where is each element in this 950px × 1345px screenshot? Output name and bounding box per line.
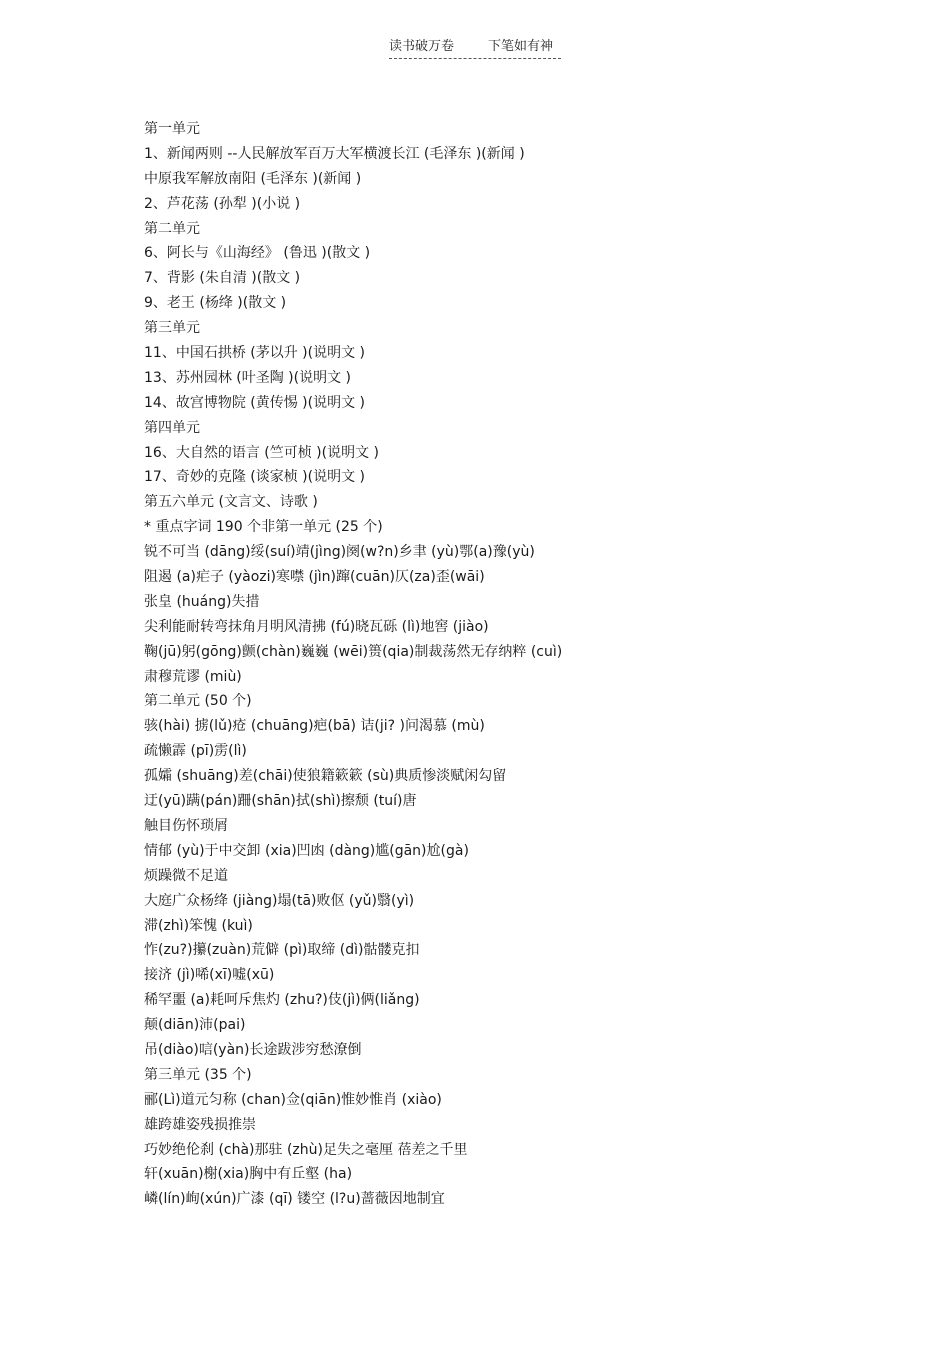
page-header: [389, 38, 561, 59]
unit-heading: 第五六单元 (文言文、诗歌 ): [144, 494, 318, 511]
vocab-line: 尖利能耐转弯抹角月明风清拂 (fú)晓瓦砾 (lì)地窖 (jiào): [144, 618, 489, 635]
text-line: 2、芦花荡 (孙犁 )(小说 ): [144, 195, 301, 212]
vocab-line: 疏懒霹 (pī)雳(lì): [144, 743, 247, 760]
vocab-line: 鞠(jū)躬(gōng)颤(chàn)巍巍 (wēi)篑(qia)制裁荡然无存纳粹 (cuì): [144, 643, 563, 660]
header-right-text: 下笔如有神: [488, 39, 554, 54]
vocab-line: 肃穆荒谬 (miù): [144, 668, 242, 685]
vocab-line: 骇(hài) 掳(lǔ)疮 (chuāng)疤(bā) 诘(ji? )问渴慕 (mù): [144, 718, 485, 735]
vocab-line: 滞(zhì)笨愧 (kuì): [144, 917, 253, 934]
vocab-line: 颠(diān)沛(pai): [144, 1017, 246, 1034]
vocab-line: 巧妙绝伦刹 (chà)那驻 (zhù)足失之毫厘 蓓差之千里: [144, 1141, 468, 1158]
vocab-line: 张皇 (huáng)失措: [144, 593, 260, 610]
text-line: 中原我军解放南阳 (毛泽东 )(新闻 ): [144, 170, 362, 187]
vocab-line: 锐不可当 (dāng)绥(suí)靖(jìng)阕(w?n)乡聿 (yù)鄂(a)豫(yù): [144, 544, 535, 561]
unit-heading: 第三单元 (35 个): [144, 1066, 252, 1083]
unit-heading: 第一单元: [144, 121, 200, 137]
header-left-text: 读书破万卷: [389, 39, 455, 54]
vocab-line: 触目伤怀琐屑: [144, 817, 228, 834]
vocab-line: 稀罕噩 (a)耗呵斥焦灼 (zhu?)伎(jì)俩(liǎng): [144, 992, 420, 1009]
vocab-line: 阻遏 (a)疟子 (yàozi)寒噤 (jìn)蹿(cuān)仄(za)歪(wāi): [144, 569, 485, 586]
text-line: 13、苏州园林 (叶圣陶 )(说明文 ): [144, 369, 352, 386]
vocab-line: 接济 (jì)唏(xī)嘘(xū): [144, 967, 275, 984]
vocab-line: 嶙(lín)峋(xún)广漆 (qī) 镂空 (l?u)蔷薇因地制宜: [144, 1191, 445, 1208]
vocab-line: 怍(zu?)攥(zuàn)荒僻 (pì)取缔 (dì)骷髅克扣: [144, 942, 420, 959]
text-line: 6、阿长与《山海经》 (鲁迅 )(散文 ): [144, 245, 371, 262]
unit-heading: 第二单元 (50 个): [144, 693, 252, 710]
vocab-line: 雄跨雄姿残损推崇: [144, 1116, 256, 1133]
text-line: 9、老王 (杨绛 )(散文 ): [144, 295, 287, 312]
text-line: 11、中国石拱桥 (茅以升 )(说明文 ): [144, 345, 366, 362]
text-line: 16、大自然的语言 (竺可桢 )(说明文 ): [144, 444, 380, 461]
vocab-line: 迂(yū)蹒(pán)跚(shān)拭(shì)擦颓 (tuí)唐: [144, 793, 417, 810]
text-line: 14、故宫博物院 (黄传惕 )(说明文 ): [144, 394, 366, 411]
unit-heading: 第四单元: [144, 419, 200, 436]
vocab-line: 大庭广众杨绛 (jiàng)塌(tā)败伛 (yǔ)翳(yì): [144, 892, 415, 909]
vocab-line: 吊(diào)唁(yàn)长途跋涉穷愁潦倒: [144, 1041, 362, 1058]
text-line: 7、背影 (朱自清 )(散文 ): [144, 270, 301, 287]
unit-heading: 第二单元: [144, 220, 200, 237]
vocab-line: 孤孀 (shuāng)差(chāi)使狼籍簌簌 (sù)典质惨淡赋闲勾留: [144, 768, 507, 785]
document-body: [144, 117, 844, 1212]
vocab-line: 郦(Lì)道元匀称 (chan)佥(qiān)惟妙惟肖 (xiào): [144, 1091, 442, 1108]
text-line: 1、新闻两则 --人民解放军百万大军横渡长江 (毛泽东 )(新闻 ): [144, 145, 525, 162]
vocab-line: 烦躁微不足道: [144, 867, 228, 884]
text-line: 17、奇妙的克隆 (谈家桢 )(说明文 ): [144, 469, 366, 486]
vocab-line: 情郁 (yù)于中交卸 (xia)凹凼 (dàng)尴(gān)尬(gà): [144, 842, 469, 859]
text-line: * 重点字词 190 个非第一单元 (25 个): [144, 519, 383, 536]
unit-heading: 第三单元: [144, 320, 200, 337]
vocab-line: 轩(xuān)榭(xia)胸中有丘壑 (ha): [144, 1166, 353, 1183]
